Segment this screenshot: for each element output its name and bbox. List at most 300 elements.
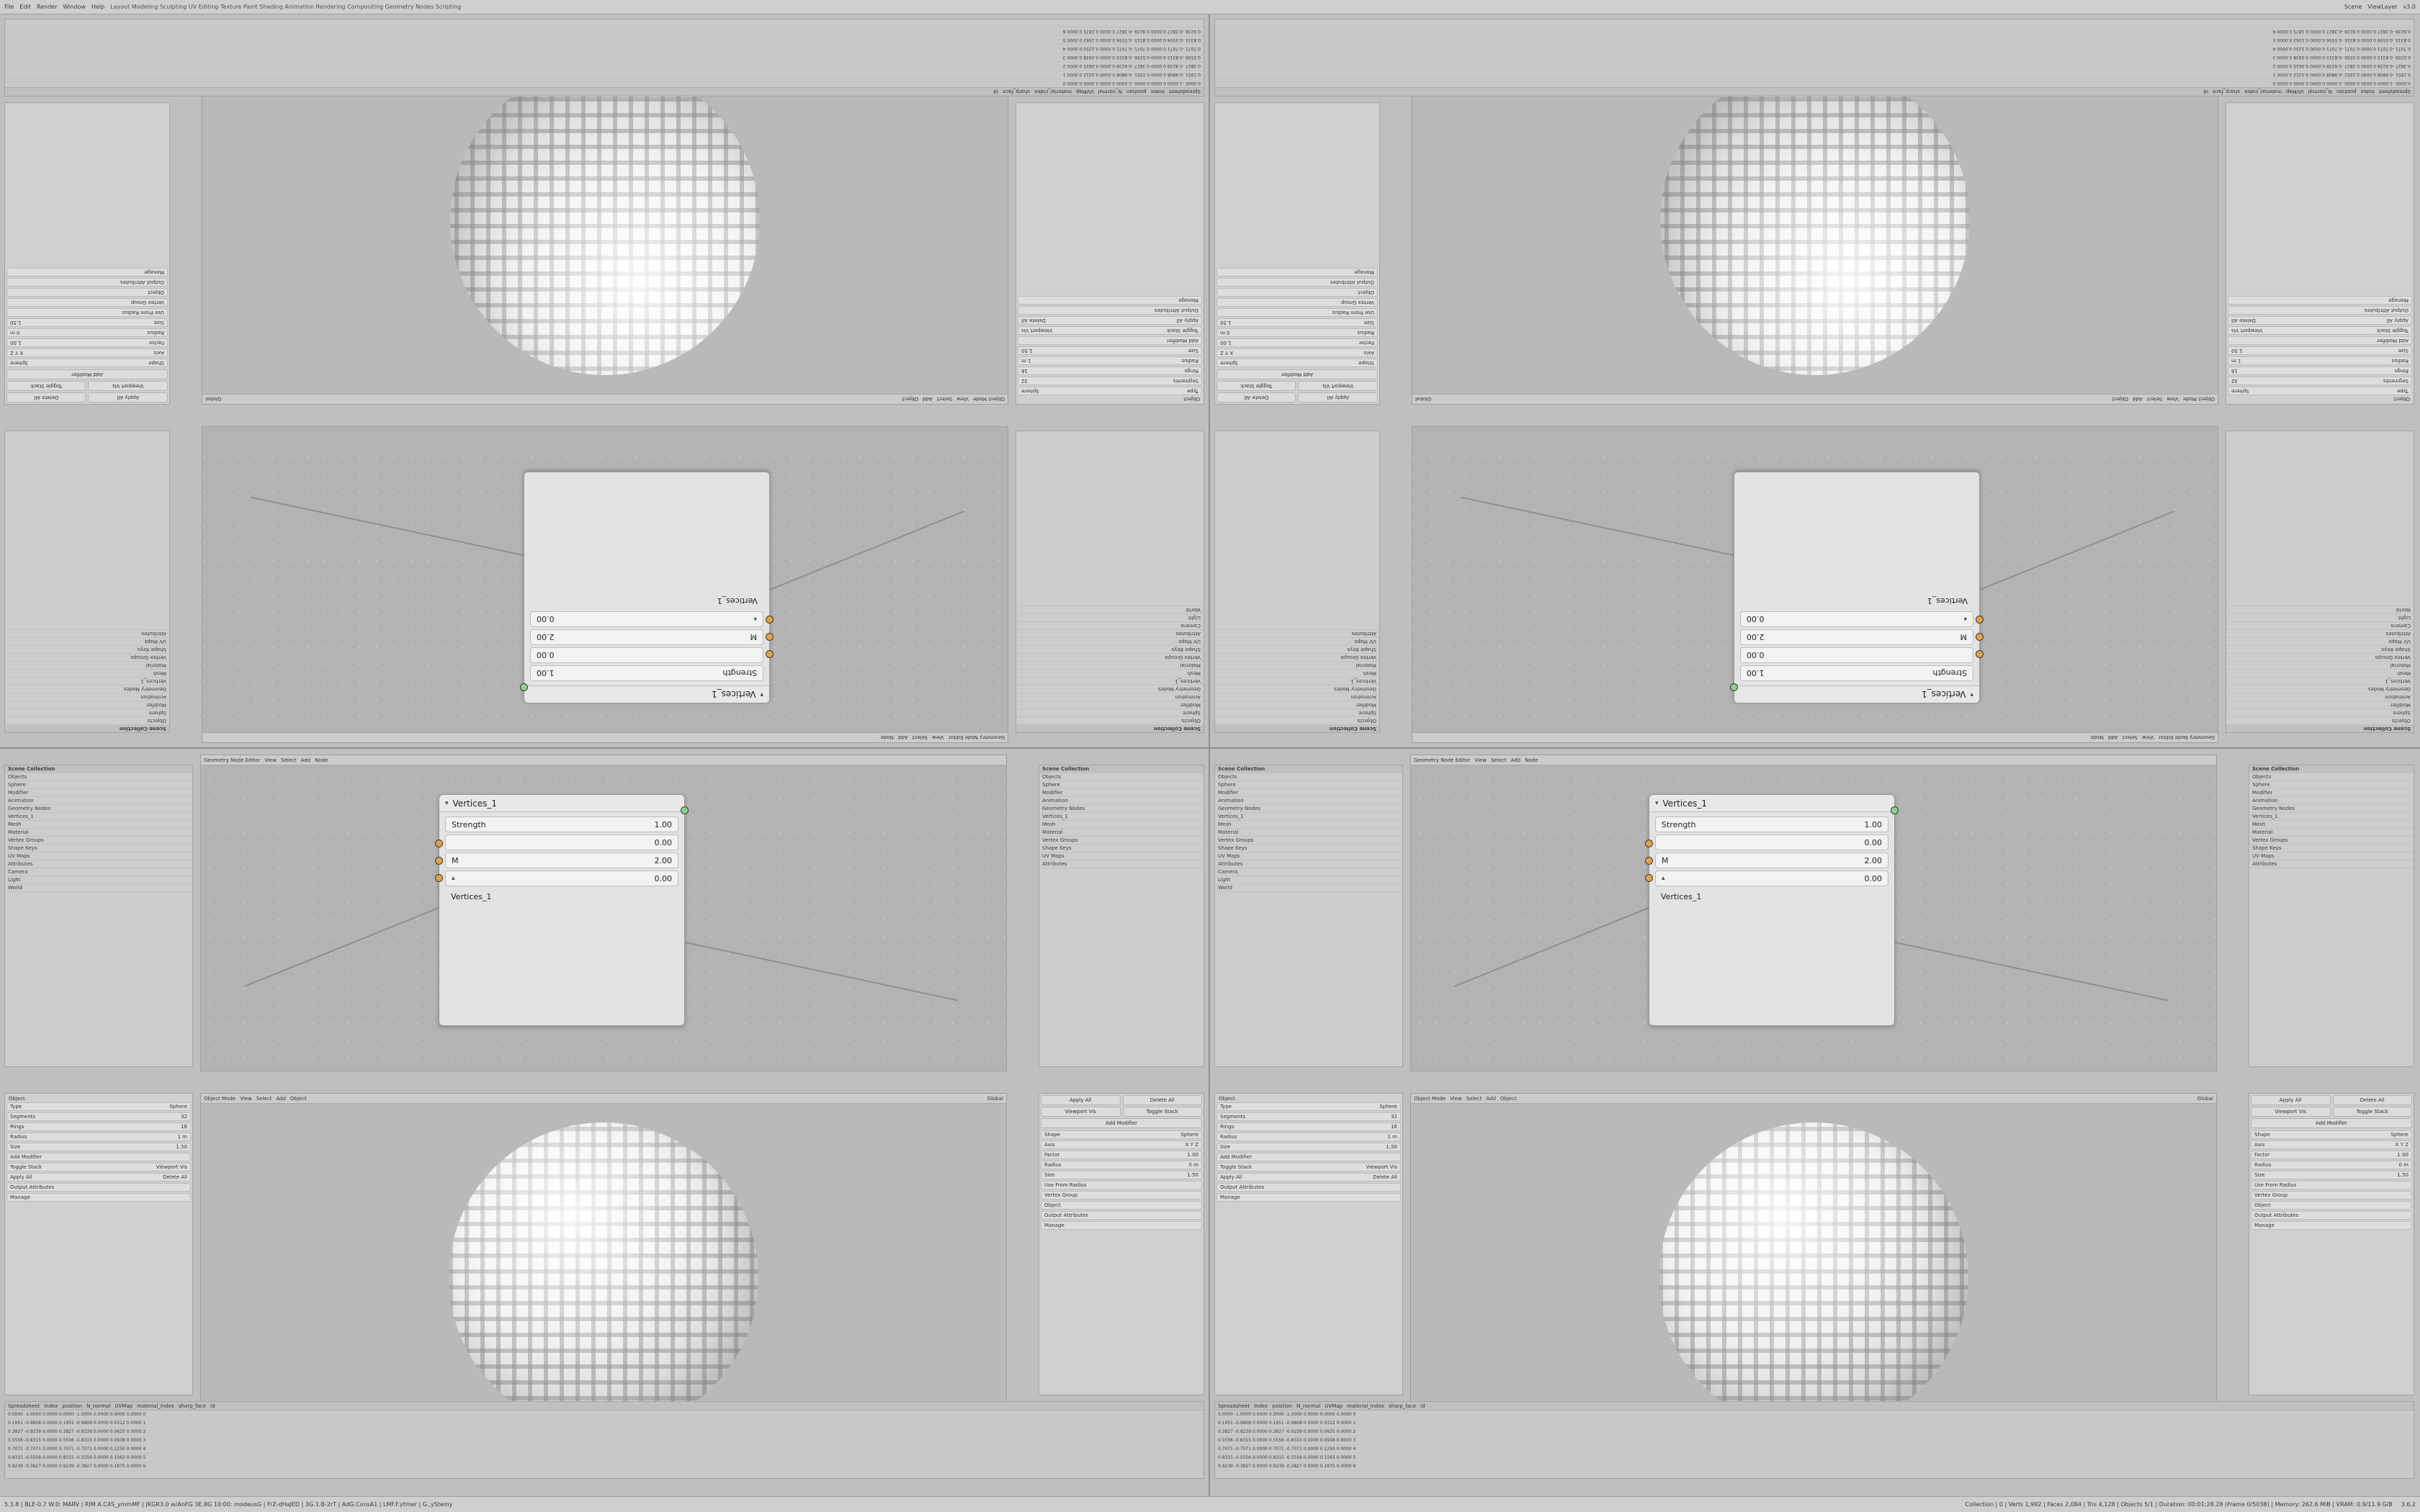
- modifier-row-factor-value[interactable]: 1.00: [2397, 1152, 2408, 1158]
- node-row-strength-value[interactable]: 1.00: [1747, 668, 1765, 678]
- sphere-object[interactable]: [450, 66, 760, 375]
- modifier-row-size[interactable]: [1216, 318, 1378, 327]
- viewport-header[interactable]: [1412, 394, 2218, 404]
- viewport-mode-selector[interactable]: Object Mode: [1414, 1095, 1446, 1102]
- transform-orientation[interactable]: Global: [2197, 1095, 2213, 1102]
- viewport-menu-view[interactable]: View: [240, 1095, 252, 1102]
- outliner-left[interactable]: [2226, 431, 2414, 733]
- outliner-item[interactable]: Shape Keys: [1039, 845, 1204, 852]
- outliner-item[interactable]: Animation: [2249, 797, 2414, 805]
- object-row-radius[interactable]: [1018, 356, 1202, 365]
- top-menu-bar[interactable]: [0, 0, 2420, 14]
- node-socket-input-2[interactable]: [1976, 633, 1984, 641]
- viewport-mode-selector[interactable]: Object Mode: [2182, 396, 2215, 402]
- manage-row[interactable]: [2228, 296, 2412, 305]
- object-row-type[interactable]: [1216, 1102, 1401, 1111]
- object-row-apply-all[interactable]: [1018, 316, 1202, 325]
- outliner-item[interactable]: Vertex Groups: [5, 653, 169, 661]
- node-menu-add[interactable]: Add: [300, 757, 311, 763]
- outliner-right[interactable]: [4, 431, 170, 733]
- triangle-up-icon[interactable]: ▴: [1963, 616, 1967, 623]
- node-row-2-value[interactable]: 0.00: [1747, 614, 1765, 624]
- menu-render[interactable]: Render: [36, 4, 58, 10]
- outliner-item[interactable]: Vertices_1: [5, 813, 192, 821]
- vertices-node-header[interactable]: [1649, 795, 1894, 812]
- vertices-node[interactable]: [524, 472, 770, 703]
- object-row-size-value[interactable]: 1.50: [1386, 1144, 1397, 1150]
- node-row-0[interactable]: [445, 834, 678, 850]
- node-menu-select[interactable]: Select: [2122, 734, 2138, 741]
- outliner-item[interactable]: Attributes: [5, 629, 169, 637]
- outliner-item[interactable]: Material: [1016, 661, 1204, 669]
- outliner-right[interactable]: [2249, 765, 2414, 1067]
- outliner-item[interactable]: Material: [1039, 829, 1204, 837]
- node-row-0[interactable]: [1740, 647, 1973, 663]
- manage-row[interactable]: [6, 1193, 191, 1202]
- spreadsheet-editor[interactable]: [1214, 1401, 2414, 1479]
- outliner-item[interactable]: Animation: [1016, 693, 1204, 701]
- outliner-item[interactable]: Objects: [5, 773, 192, 781]
- object-row-size-value[interactable]: 1.50: [176, 1144, 187, 1150]
- manage-row[interactable]: [1041, 1221, 1202, 1230]
- viewport-menu-view[interactable]: View: [1450, 1095, 1462, 1102]
- viewport-mode-selector[interactable]: Object Mode: [972, 396, 1005, 402]
- outliner-item[interactable]: Shape Keys: [1016, 645, 1204, 653]
- node-row-strength-value[interactable]: 1.00: [1864, 819, 1882, 829]
- modifier-row-factor[interactable]: [1216, 338, 1378, 347]
- object-row-size[interactable]: [1018, 346, 1202, 355]
- outliner-item[interactable]: Light: [1016, 613, 1204, 621]
- outliner-item[interactable]: Vertex Groups: [2249, 837, 2414, 845]
- object-row-segments[interactable]: [2228, 377, 2412, 385]
- properties-object-panel[interactable]: [4, 1093, 193, 1395]
- chevron-down-icon[interactable]: ▾: [1970, 690, 1973, 698]
- node-menu-node[interactable]: Node: [315, 757, 328, 763]
- outliner-item[interactable]: Mesh: [1215, 821, 1402, 829]
- node-socket-input-1[interactable]: [766, 650, 774, 658]
- spreadsheet-editor[interactable]: [1214, 19, 2414, 96]
- outliner-item[interactable]: Modifier: [1215, 789, 1402, 797]
- spreadsheet-editor[interactable]: [4, 19, 1204, 96]
- object-row-type-value[interactable]: Sphere: [169, 1104, 187, 1110]
- node-socket-input-3[interactable]: [1976, 616, 1984, 624]
- outliner-left[interactable]: [1214, 765, 1403, 1067]
- object-row-toggle-stack-value[interactable]: Viewport Vis: [1021, 328, 1053, 333]
- viewport-mode-selector[interactable]: Object Mode: [204, 1095, 236, 1102]
- node-menu-add[interactable]: Add: [1510, 757, 1521, 763]
- vertices-node[interactable]: [1649, 794, 1895, 1026]
- modifier-row-radius-value[interactable]: 0 m: [10, 330, 20, 336]
- outliner-item[interactable]: Geometry Nodes: [1215, 805, 1402, 813]
- node-menu-add[interactable]: Add: [2107, 734, 2118, 741]
- outliner-item[interactable]: Vertex Groups: [1215, 653, 1379, 661]
- outliner-item[interactable]: Attributes: [1039, 860, 1204, 868]
- object-row-type-value[interactable]: Sphere: [2231, 388, 2249, 394]
- outliner-item[interactable]: Animation: [2226, 693, 2414, 701]
- geometry-node-editor[interactable]: [200, 755, 1007, 1071]
- node-row-vertices[interactable]: [1655, 888, 1888, 904]
- modifier-row-size-value[interactable]: 1.50: [1187, 1172, 1198, 1178]
- outliner-item[interactable]: Material: [1215, 661, 1379, 669]
- outliner-item[interactable]: Sphere: [1039, 781, 1204, 789]
- manage-row[interactable]: [6, 268, 168, 276]
- outliner-item[interactable]: UV Maps: [2249, 852, 2414, 860]
- outliner-left[interactable]: [4, 765, 193, 1067]
- object-row-toggle-stack[interactable]: [6, 1163, 191, 1171]
- modifier-row-shape-value[interactable]: Sphere: [1180, 1132, 1198, 1138]
- object-row-toggle-stack-value[interactable]: Viewport Vis: [2231, 328, 2263, 333]
- modifier-row-size-value[interactable]: 1.50: [2397, 1172, 2408, 1178]
- node-row-2[interactable]: [530, 611, 763, 627]
- modifier-row-shape[interactable]: [2251, 1130, 2412, 1139]
- outliner-item[interactable]: Shape Keys: [5, 645, 169, 653]
- modifier-row-size[interactable]: [2251, 1171, 2412, 1179]
- outliner-item[interactable]: Geometry Nodes: [1215, 685, 1379, 693]
- object-row-segments[interactable]: [6, 1112, 191, 1121]
- output-attributes-row[interactable]: [6, 1183, 191, 1192]
- outliner-item[interactable]: Modifier: [5, 701, 169, 708]
- outliner-item[interactable]: Geometry Nodes: [1016, 685, 1204, 693]
- outliner-item[interactable]: World: [5, 884, 192, 892]
- outliner-item[interactable]: Modifier: [1039, 789, 1204, 797]
- outliner-item[interactable]: Geometry Nodes: [5, 805, 192, 813]
- viewport-header[interactable]: [201, 1094, 1006, 1104]
- apply-all-button[interactable]: Apply All: [1299, 392, 1379, 402]
- node-menu-node[interactable]: Node: [2090, 734, 2104, 741]
- viewport-menu-add[interactable]: Add: [1486, 1095, 1496, 1102]
- viewport-vis-button[interactable]: Viewport Vis: [1041, 1107, 1121, 1117]
- modifier-row-shape-value[interactable]: Sphere: [10, 360, 28, 366]
- node-row-0-value[interactable]: 0.00: [537, 650, 555, 660]
- spreadsheet-header[interactable]: [1215, 87, 2414, 96]
- viewport-menu-object[interactable]: Object: [290, 1095, 307, 1102]
- node-editor-header[interactable]: [201, 755, 1006, 765]
- triangle-up-icon[interactable]: ▴: [452, 875, 455, 882]
- vertices-node-header[interactable]: [439, 795, 684, 812]
- viewport-header[interactable]: [1411, 1094, 2216, 1104]
- viewport-menu-add[interactable]: Add: [276, 1095, 286, 1102]
- modifier-row-factor[interactable]: [1041, 1151, 1202, 1159]
- viewport-menu-add[interactable]: Add: [2133, 396, 2143, 402]
- node-row-2[interactable]: [1740, 611, 1973, 627]
- object-row-size-value[interactable]: 1.50: [2231, 348, 2243, 354]
- manage-row[interactable]: [1216, 268, 1378, 276]
- outliner-item[interactable]: Sphere: [1016, 708, 1204, 716]
- node-row-1[interactable]: [530, 629, 763, 645]
- object-row-radius-value[interactable]: 1 m: [1387, 1134, 1397, 1140]
- node-socket-input-2[interactable]: [435, 857, 443, 865]
- modifier-row-axis[interactable]: [1041, 1140, 1202, 1149]
- object-row-size[interactable]: [2228, 346, 2412, 355]
- properties-modifier-panel[interactable]: [1214, 102, 1380, 405]
- modifier-row-axis[interactable]: [6, 348, 168, 357]
- node-row-0-value[interactable]: 0.00: [654, 837, 672, 847]
- node-row-vertices[interactable]: [1740, 593, 1973, 609]
- output-attributes-row[interactable]: [1216, 278, 1378, 287]
- object-row-add-modifier[interactable]: [1216, 1153, 1401, 1161]
- chevron-down-icon[interactable]: ▾: [760, 690, 763, 698]
- object-row-radius-value[interactable]: 1 m: [2231, 358, 2241, 364]
- modifier-row-use-from-radius[interactable]: [1216, 308, 1378, 317]
- object-row-rings-value[interactable]: 16: [1391, 1124, 1397, 1130]
- viewport-menu-object[interactable]: Object: [1500, 1095, 1517, 1102]
- outliner-item[interactable]: World: [1016, 606, 1204, 613]
- modifier-row-radius-value[interactable]: 0 m: [2398, 1162, 2408, 1168]
- modifier-row-use-from-radius-value[interactable]: Use From Radius: [122, 310, 164, 315]
- outliner-item[interactable]: Attributes: [1016, 629, 1204, 637]
- outliner-item[interactable]: Light: [5, 876, 192, 884]
- object-row-apply-all[interactable]: [6, 1173, 191, 1182]
- object-row-segments-value[interactable]: 32: [181, 1114, 187, 1120]
- node-socket-input-1[interactable]: [435, 840, 443, 847]
- node-row-2[interactable]: [1655, 870, 1888, 886]
- modifier-row-size-value[interactable]: 1.50: [1220, 320, 1232, 325]
- outliner-item[interactable]: Sphere: [2226, 708, 2414, 716]
- outliner-item[interactable]: Mesh: [2226, 669, 2414, 677]
- outliner-item[interactable]: Geometry Nodes: [5, 685, 169, 693]
- outliner-item[interactable]: Modifier: [2249, 789, 2414, 797]
- outliner-item[interactable]: Vertex Groups: [1016, 653, 1204, 661]
- manage-row[interactable]: [1216, 1193, 1401, 1202]
- modifier-row-shape[interactable]: [6, 359, 168, 367]
- object-row-type[interactable]: [1018, 387, 1202, 395]
- viewport-menu-object[interactable]: Object: [2112, 396, 2129, 402]
- viewport-menu-select[interactable]: Select: [256, 1095, 272, 1102]
- node-socket-input-2[interactable]: [766, 633, 774, 641]
- outliner-item[interactable]: Attributes: [1215, 629, 1379, 637]
- viewport-vis-button[interactable]: Viewport Vis: [1299, 381, 1379, 391]
- node-row-1-value[interactable]: 2.00: [1747, 632, 1765, 642]
- modifier-row-factor[interactable]: [6, 338, 168, 347]
- outliner-item[interactable]: UV Maps: [1016, 637, 1204, 645]
- outliner-item[interactable]: Shape Keys: [1215, 645, 1379, 653]
- modifier-row-radius-value[interactable]: 0 m: [1188, 1162, 1198, 1168]
- node-row-strength[interactable]: [445, 816, 678, 832]
- properties-modifier-panel[interactable]: [2249, 1093, 2414, 1395]
- outliner-item[interactable]: Animation: [5, 797, 192, 805]
- add-modifier-button[interactable]: Add Modifier: [1041, 1118, 1202, 1128]
- modifier-row-use-from-radius-value[interactable]: Use From Radius: [2254, 1182, 2297, 1188]
- object-row-radius[interactable]: [2228, 356, 2412, 365]
- object-row-rings[interactable]: [2228, 366, 2412, 375]
- outliner-item[interactable]: Shape Keys: [2226, 645, 2414, 653]
- outliner-item[interactable]: Objects: [1215, 716, 1379, 724]
- modifier-row-use-from-radius-value[interactable]: Use From Radius: [1332, 310, 1374, 315]
- outliner-item[interactable]: Attributes: [2226, 629, 2414, 637]
- apply-all-button[interactable]: Apply All: [1041, 1095, 1121, 1105]
- outliner-item[interactable]: Mesh: [1016, 669, 1204, 677]
- node-socket-output[interactable]: [681, 806, 689, 814]
- output-attributes-row[interactable]: [6, 278, 168, 287]
- spreadsheet-header[interactable]: [5, 1402, 1204, 1410]
- vertices-node[interactable]: [1734, 472, 1980, 703]
- modifier-row-axis[interactable]: [2251, 1140, 2412, 1149]
- node-menu-select[interactable]: Select: [280, 757, 297, 763]
- modifier-row-size[interactable]: [6, 318, 168, 327]
- node-menu-view[interactable]: View: [932, 734, 944, 741]
- outliner-item[interactable]: Material: [2249, 829, 2414, 837]
- node-menu-select[interactable]: Select: [912, 734, 928, 741]
- object-row-toggle-stack[interactable]: [1216, 1163, 1401, 1171]
- outliner-item[interactable]: Animation: [5, 693, 169, 701]
- object-row-rings-value[interactable]: 16: [181, 1124, 187, 1130]
- outliner-item[interactable]: World: [2226, 606, 2414, 613]
- outliner-item[interactable]: UV Maps: [1215, 637, 1379, 645]
- object-row-radius[interactable]: [6, 1133, 191, 1141]
- modifier-row-object[interactable]: [2251, 1201, 2412, 1210]
- menu-file[interactable]: File: [4, 4, 14, 10]
- view-layer-selector[interactable]: ViewLayer: [2367, 4, 2398, 10]
- outliner-item[interactable]: Geometry Nodes: [2226, 685, 2414, 693]
- outliner-item[interactable]: Vertex Groups: [1215, 837, 1402, 845]
- node-editor-header[interactable]: [202, 732, 1008, 742]
- modifier-row-shape[interactable]: [1041, 1130, 1202, 1139]
- outliner-item[interactable]: Sphere: [1215, 708, 1379, 716]
- node-menu-node[interactable]: Node: [880, 734, 894, 741]
- object-row-segments-value[interactable]: 32: [2231, 378, 2238, 384]
- toggle-stack-button[interactable]: Toggle Stack: [6, 381, 86, 391]
- modifier-row-use-from-radius[interactable]: [1041, 1181, 1202, 1189]
- properties-modifier-panel[interactable]: [4, 102, 170, 405]
- outliner-item[interactable]: Modifier: [5, 789, 192, 797]
- outliner-item[interactable]: Sphere: [5, 708, 169, 716]
- object-row-toggle-stack-value[interactable]: Viewport Vis: [1366, 1164, 1397, 1170]
- outliner-item[interactable]: Modifier: [2226, 701, 2414, 708]
- outliner-item[interactable]: UV Maps: [2226, 637, 2414, 645]
- object-row-toggle-stack[interactable]: [1018, 326, 1202, 335]
- object-row-apply-all-value[interactable]: Delete All: [2231, 318, 2256, 323]
- spreadsheet-header[interactable]: [5, 87, 1204, 96]
- modifier-row-factor[interactable]: [2251, 1151, 2412, 1159]
- node-socket-input-3[interactable]: [435, 874, 443, 882]
- output-attributes-row[interactable]: [1041, 1211, 1202, 1220]
- object-row-segments[interactable]: [1018, 377, 1202, 385]
- node-row-strength-value[interactable]: 1.00: [537, 668, 555, 678]
- node-row-1-value[interactable]: 2.00: [654, 855, 672, 865]
- modifier-row-axis-value[interactable]: X Y Z: [1185, 1142, 1198, 1148]
- object-row-toggle-stack-value[interactable]: Viewport Vis: [156, 1164, 187, 1170]
- node-socket-input-1[interactable]: [1976, 650, 1984, 658]
- add-modifier-button[interactable]: Add Modifier: [6, 369, 168, 379]
- outliner-left[interactable]: [1016, 431, 1204, 733]
- modifier-row-vertex-group[interactable]: [1041, 1191, 1202, 1200]
- output-attributes-row[interactable]: [2228, 306, 2412, 315]
- outliner-item[interactable]: Material: [2226, 661, 2414, 669]
- node-row-1-value[interactable]: 2.00: [537, 632, 555, 642]
- transform-orientation[interactable]: Global: [205, 396, 222, 402]
- modifier-row-shape-value[interactable]: Sphere: [1220, 360, 1238, 366]
- outliner-item[interactable]: Camera: [1016, 621, 1204, 629]
- modifier-row-radius[interactable]: [6, 328, 168, 337]
- object-row-apply-all[interactable]: [1216, 1173, 1401, 1182]
- outliner-item[interactable]: Vertices_1: [1016, 677, 1204, 685]
- manage-row[interactable]: [2251, 1221, 2412, 1230]
- spreadsheet-header[interactable]: [1215, 1402, 2414, 1410]
- node-row-2-value[interactable]: 0.00: [654, 873, 672, 883]
- outliner-item[interactable]: Vertices_1: [2249, 813, 2414, 821]
- modifier-row-use-from-radius[interactable]: [2251, 1181, 2412, 1189]
- outliner-item[interactable]: Animation: [1039, 797, 1204, 805]
- outliner-item[interactable]: Sphere: [2249, 781, 2414, 789]
- node-row-2-value[interactable]: 0.00: [537, 614, 555, 624]
- toggle-stack-button[interactable]: Toggle Stack: [1216, 381, 1296, 391]
- object-row-rings[interactable]: [1018, 366, 1202, 375]
- object-row-type[interactable]: [2228, 387, 2412, 395]
- node-socket-input-3[interactable]: [1645, 874, 1653, 882]
- outliner-item[interactable]: Attributes: [2249, 860, 2414, 868]
- node-socket-input-3[interactable]: [766, 616, 774, 624]
- outliner-item[interactable]: Mesh: [1039, 821, 1204, 829]
- node-editor-header[interactable]: [1412, 732, 2218, 742]
- viewport-vis-button[interactable]: Viewport Vis: [89, 381, 169, 391]
- chevron-down-icon[interactable]: ▾: [445, 799, 449, 807]
- outliner-item[interactable]: Shape Keys: [1215, 845, 1402, 852]
- object-row-apply-all-value[interactable]: Delete All: [163, 1174, 187, 1180]
- outliner-item[interactable]: Objects: [2249, 773, 2414, 781]
- node-row-2[interactable]: [445, 870, 678, 886]
- modifier-row-vertex-group[interactable]: [2251, 1191, 2412, 1200]
- object-row-add-modifier[interactable]: [1018, 336, 1202, 345]
- node-socket-input-1[interactable]: [1645, 840, 1653, 847]
- outliner-item[interactable]: Objects: [1215, 773, 1402, 781]
- object-row-segments-value[interactable]: 32: [1391, 1114, 1397, 1120]
- outliner-item[interactable]: Mesh: [2249, 821, 2414, 829]
- node-row-1[interactable]: [445, 852, 678, 868]
- object-row-toggle-stack[interactable]: [2228, 326, 2412, 335]
- sphere-object[interactable]: [449, 1122, 758, 1432]
- outliner-item[interactable]: Light: [1215, 876, 1402, 884]
- outliner-item[interactable]: Shape Keys: [2249, 845, 2414, 852]
- add-modifier-button[interactable]: Add Modifier: [1216, 369, 1378, 379]
- vertices-node-header[interactable]: [1734, 685, 1979, 703]
- toggle-stack-button[interactable]: Toggle Stack: [2333, 1107, 2413, 1117]
- modifier-row-use-from-radius[interactable]: [6, 308, 168, 317]
- node-row-1-value[interactable]: 2.00: [1864, 855, 1882, 865]
- viewport-menu-view[interactable]: View: [956, 396, 969, 402]
- scene-selector[interactable]: Scene: [2344, 4, 2362, 10]
- node-menu-view[interactable]: View: [264, 757, 277, 763]
- outliner-item[interactable]: UV Maps: [1215, 852, 1402, 860]
- viewport-header[interactable]: [202, 394, 1008, 404]
- node-socket-output[interactable]: [520, 683, 528, 691]
- object-row-apply-all-value[interactable]: Delete All: [1021, 318, 1046, 323]
- node-row-0[interactable]: [1655, 834, 1888, 850]
- outliner-item[interactable]: Vertices_1: [2226, 677, 2414, 685]
- modifier-row-size-value[interactable]: 1.50: [10, 320, 22, 325]
- node-menu-view[interactable]: View: [2142, 734, 2154, 741]
- outliner-item[interactable]: Objects: [2226, 716, 2414, 724]
- outliner-item[interactable]: World: [1215, 884, 1402, 892]
- outliner-item[interactable]: UV Maps: [5, 637, 169, 645]
- geometry-node-editor[interactable]: [1410, 755, 2217, 1071]
- modifier-row-factor-value[interactable]: 1.00: [10, 340, 22, 346]
- outliner-item[interactable]: Material: [1215, 829, 1402, 837]
- outliner-item[interactable]: Shape Keys: [5, 845, 192, 852]
- output-attributes-row[interactable]: [2251, 1211, 2412, 1220]
- outliner-item[interactable]: UV Maps: [5, 852, 192, 860]
- menu-help[interactable]: Help: [91, 4, 105, 10]
- modifier-row-shape-value[interactable]: Sphere: [2390, 1132, 2408, 1138]
- outliner-item[interactable]: Objects: [1016, 716, 1204, 724]
- outliner-item[interactable]: Animation: [1215, 693, 1379, 701]
- object-row-radius-value[interactable]: 1 m: [177, 1134, 187, 1140]
- object-row-apply-all-value[interactable]: Delete All: [1373, 1174, 1397, 1180]
- outliner-right[interactable]: [1214, 431, 1380, 733]
- modifier-row-radius[interactable]: [1216, 328, 1378, 337]
- outliner-item[interactable]: Vertex Groups: [5, 837, 192, 845]
- object-row-add-modifier[interactable]: [6, 1153, 191, 1161]
- viewport-menu-select[interactable]: Select: [2146, 396, 2163, 402]
